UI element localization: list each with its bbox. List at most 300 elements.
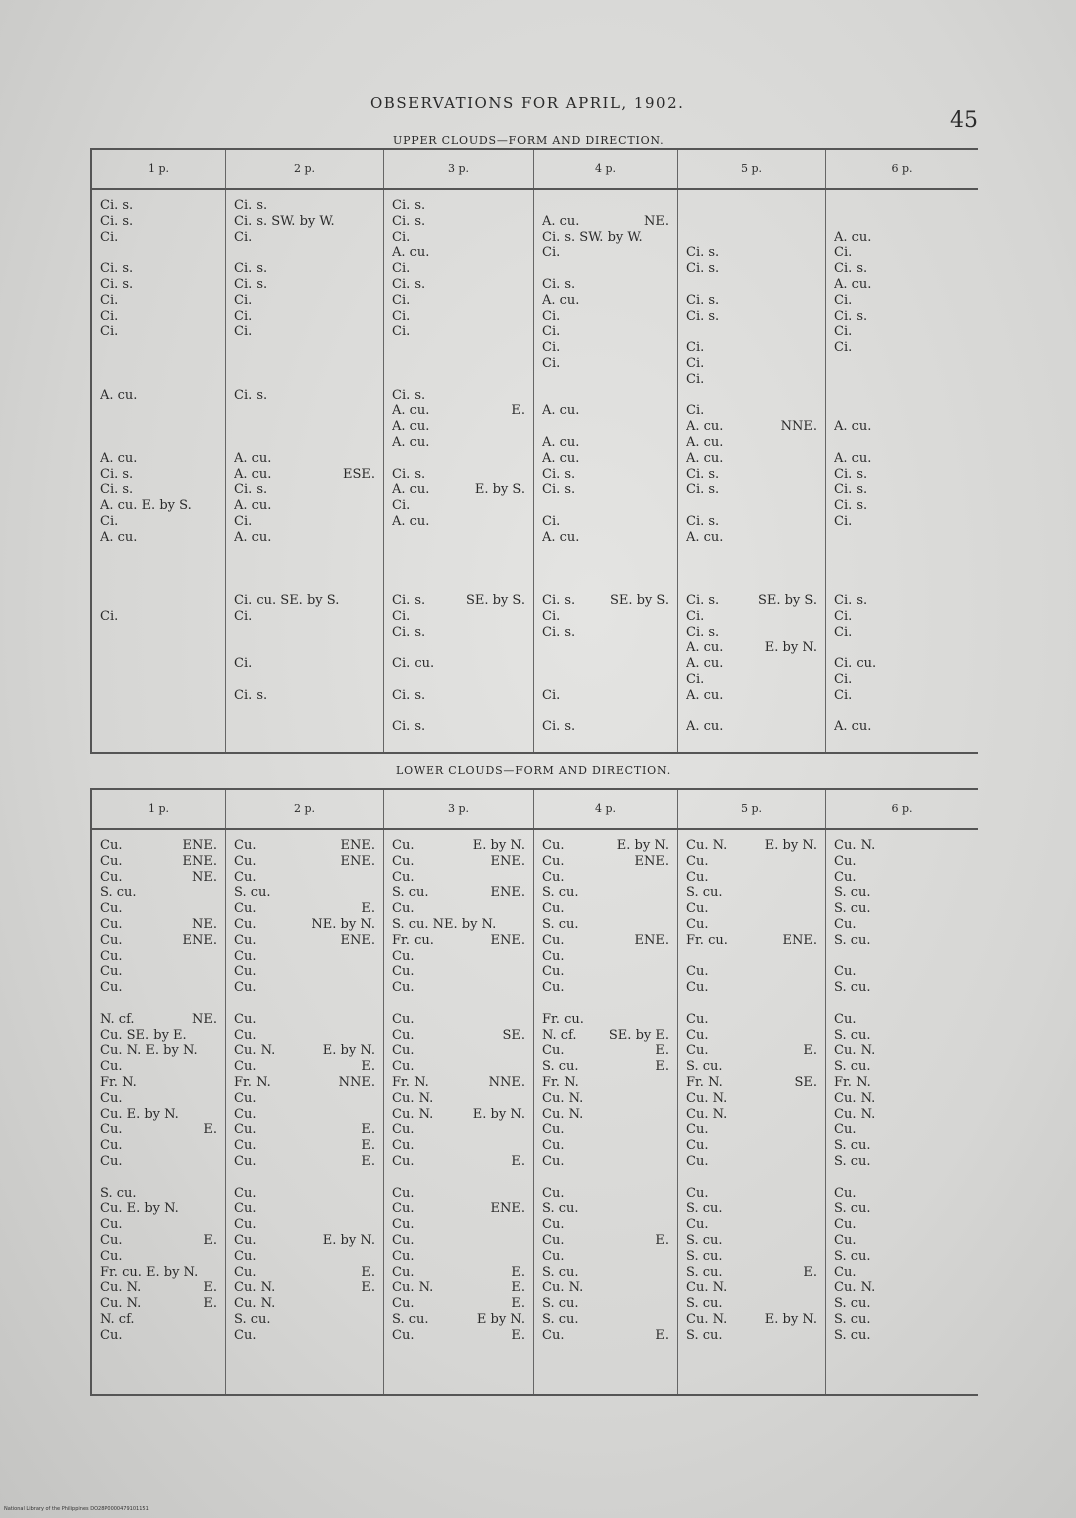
cloud-form: Cu. SE. by E.: [100, 1027, 187, 1043]
cloud-direction: [669, 1265, 671, 1281]
observation-line: [686, 704, 819, 720]
cloud-form: Ci. s.: [392, 276, 426, 292]
cloud-direction: [970, 356, 972, 372]
cloud-form: Ci. s.: [392, 198, 426, 213]
cloud-form: Cu.: [392, 948, 415, 964]
cloud-direction: [217, 467, 219, 483]
observation-line: [542, 1091, 671, 1107]
observation-line: [686, 1075, 819, 1091]
observation-line: [542, 1170, 671, 1186]
cloud-direction: E.: [361, 1264, 375, 1280]
lower-clouds-heading: LOWER CLOUDS—FORM AND DIRECTION.: [396, 764, 671, 777]
cloud-direction: ENE.: [340, 932, 375, 948]
cloud-form: Cu.: [100, 1217, 123, 1233]
cloud-form: Cu.: [100, 980, 123, 996]
observation-line: [234, 1217, 377, 1233]
observation-line: [542, 1280, 671, 1296]
cloud-form: Ci. s.: [392, 719, 426, 735]
observation-line: [234, 901, 377, 917]
cloud-direction: [669, 640, 671, 656]
cloud-direction: [970, 309, 972, 325]
cloud-direction: [970, 917, 972, 933]
cloud-form: Ci.: [100, 324, 119, 340]
cloud-direction: [970, 214, 972, 230]
observation-line: [234, 356, 377, 372]
cloud-form: S. cu.: [834, 1248, 871, 1264]
cloud-direction: E.: [203, 1232, 217, 1248]
cloud-form: Ci.: [542, 245, 561, 261]
observation-line: [100, 561, 219, 577]
observation-line: [542, 561, 671, 577]
cloud-direction: NNE.: [338, 1074, 375, 1090]
observation-line: [234, 230, 377, 246]
cloud-direction: E.: [361, 901, 375, 917]
cloud-form: Cu. N.: [686, 1090, 728, 1106]
observation-line: [234, 1043, 377, 1059]
observation-line: [834, 719, 972, 735]
cloud-form: S. cu.: [686, 1201, 723, 1217]
cloud-direction: [669, 688, 671, 704]
observation-line: [542, 1312, 671, 1328]
cloud-form: Cu.: [542, 869, 565, 885]
cloud-direction: [817, 577, 819, 593]
observation-line: [542, 996, 671, 1012]
cloud-direction: [817, 1154, 819, 1170]
cloud-form: Ci.: [234, 229, 253, 245]
cloud-direction: [375, 609, 377, 625]
observation-line: [834, 1028, 972, 1044]
observation-line: [234, 498, 377, 514]
cloud-direction: [217, 435, 219, 451]
cloud-direction: E by N.: [476, 1311, 525, 1327]
cloud-direction: [375, 1201, 377, 1217]
cloud-direction: [217, 1107, 219, 1123]
cloud-form: Cu.: [100, 1327, 123, 1343]
observation-line: [834, 672, 972, 688]
cloud-form: Cu.: [834, 1232, 857, 1248]
observation-line: [234, 593, 377, 609]
cloud-form: Fr. N.: [834, 1074, 871, 1090]
cloud-form: Ci.: [392, 229, 411, 245]
observation-line: [834, 1059, 972, 1075]
cloud-direction: [970, 482, 972, 498]
cloud-direction: [525, 996, 527, 1012]
observation-line: [392, 719, 527, 735]
cloud-direction: [817, 1122, 819, 1138]
observation-line: [686, 609, 819, 625]
cloud-form: Ci.: [100, 229, 119, 245]
observation-line: [100, 1186, 219, 1202]
cloud-direction: [217, 356, 219, 372]
cloud-direction: [375, 419, 377, 435]
cloud-direction: [375, 1186, 377, 1202]
observation-line: [234, 1107, 377, 1123]
cloud-form: Ci. cu. SE. by S.: [234, 592, 340, 608]
observation-line: [834, 214, 972, 230]
cloud-form: Ci. s.: [686, 292, 720, 308]
observation-line: [686, 530, 819, 546]
cloud-direction: ENE.: [634, 932, 669, 948]
observation-line: [686, 403, 819, 419]
observation-line: [100, 1233, 219, 1249]
observation-line: [834, 1107, 972, 1123]
observation-line: [100, 356, 219, 372]
observation-line: [392, 838, 527, 854]
cloud-direction: [669, 309, 671, 325]
cloud-direction: [970, 838, 972, 854]
cloud-form: Cu.: [392, 901, 415, 917]
observation-line: [542, 656, 671, 672]
cloud-direction: NE.: [192, 916, 217, 932]
cloud-direction: [817, 198, 819, 214]
cloud-direction: [525, 1122, 527, 1138]
observation-line: [392, 435, 527, 451]
cloud-form: Ci. cu.: [392, 656, 435, 672]
cloud-direction: [970, 1217, 972, 1233]
observation-line: [234, 1012, 377, 1028]
cloud-direction: [525, 1249, 527, 1265]
observation-line: [834, 949, 972, 965]
cloud-form: Cu.: [234, 869, 257, 885]
observation-line: [234, 1312, 377, 1328]
cloud-form: A. cu.: [686, 719, 724, 735]
cloud-form: Ci. s.: [542, 719, 576, 735]
cloud-direction: [525, 451, 527, 467]
observation-line: [834, 593, 972, 609]
cloud-direction: [817, 230, 819, 246]
observation-line: [686, 1265, 819, 1281]
cloud-form: Ci.: [100, 513, 119, 529]
cloud-direction: [525, 719, 527, 735]
observation-line: [686, 964, 819, 980]
cloud-form: Ci. s.: [686, 513, 720, 529]
cloud-form: Ci.: [542, 355, 561, 371]
cloud-form: S. cu.: [834, 1311, 871, 1327]
cloud-direction: [817, 530, 819, 546]
cloud-direction: [525, 388, 527, 404]
observation-line: [834, 230, 972, 246]
upper-header-cell: 6 p.: [891, 162, 913, 175]
cloud-form: Cu.: [542, 1185, 565, 1201]
observation-line: [834, 901, 972, 917]
cloud-form: Ci.: [834, 340, 853, 356]
observation-line: [100, 1249, 219, 1265]
observation-line: [686, 1091, 819, 1107]
observation-line: [686, 838, 819, 854]
observation-line: [392, 1059, 527, 1075]
observation-line: [100, 1312, 219, 1328]
cloud-direction: [669, 1280, 671, 1296]
observation-line: [542, 593, 671, 609]
cloud-direction: [525, 870, 527, 886]
observation-line: [100, 719, 219, 735]
cloud-direction: [525, 530, 527, 546]
cloud-form: S. cu.: [542, 1059, 579, 1075]
cloud-form: Ci. s. SW. by W.: [542, 229, 643, 245]
cloud-form: Ci. s.: [234, 261, 268, 277]
observation-line: [100, 1201, 219, 1217]
cloud-direction: [970, 514, 972, 530]
observation-line: [686, 1296, 819, 1312]
cloud-direction: [970, 1280, 972, 1296]
scan-footer: National Library of the Philippines DO28P0000479101151: [4, 1506, 149, 1512]
cloud-form: Ci.: [392, 608, 411, 624]
observation-line: [234, 435, 377, 451]
cloud-form: S. cu.: [834, 1327, 871, 1343]
observation-line: [686, 854, 819, 870]
observation-line: [392, 1122, 527, 1138]
cloud-form: Ci.: [100, 292, 119, 308]
observation-line: [542, 870, 671, 886]
observation-line: [542, 640, 671, 656]
cloud-direction: [525, 277, 527, 293]
cloud-direction: E. by N.: [764, 838, 817, 853]
cloud-form: Ci.: [686, 355, 705, 371]
observation-line: [686, 885, 819, 901]
observation-line: [834, 277, 972, 293]
upper-header-row: [92, 150, 978, 190]
cloud-form: Ci.: [542, 324, 561, 340]
observation-line: [392, 1043, 527, 1059]
cloud-form: Cu.: [234, 1106, 257, 1122]
cloud-direction: [525, 1217, 527, 1233]
observation-line: [686, 640, 819, 656]
cloud-form: A. cu.: [686, 529, 724, 545]
cloud-direction: [669, 561, 671, 577]
cloud-direction: [375, 324, 377, 340]
observation-line: [234, 672, 377, 688]
cloud-direction: [669, 277, 671, 293]
observation-line: [234, 885, 377, 901]
cloud-form: A. cu.: [542, 450, 580, 466]
cloud-form: Cu. N.: [100, 1296, 142, 1312]
observation-line: [686, 917, 819, 933]
cloud-direction: [375, 688, 377, 704]
cloud-direction: [817, 704, 819, 720]
cloud-direction: [669, 980, 671, 996]
observation-line: [542, 388, 671, 404]
observation-line: [834, 388, 972, 404]
cloud-form: Ci.: [100, 608, 119, 624]
cloud-direction: [217, 293, 219, 309]
observation-line: [100, 917, 219, 933]
observation-line: [542, 309, 671, 325]
cloud-form: A. cu.: [834, 419, 872, 435]
cloud-form: Ci.: [234, 608, 253, 624]
cloud-direction: [970, 1296, 972, 1312]
cloud-form: A. cu.: [542, 434, 580, 450]
cloud-form: Ci.: [542, 608, 561, 624]
observation-line: [234, 1075, 377, 1091]
cloud-form: S. cu.: [542, 1264, 579, 1280]
cloud-direction: [817, 672, 819, 688]
cloud-direction: [217, 949, 219, 965]
cloud-form: Cu. N.: [542, 1280, 584, 1296]
cloud-form: A. cu.: [542, 213, 580, 229]
cloud-form: Cu.: [392, 980, 415, 996]
observation-line: [234, 293, 377, 309]
cloud-direction: [375, 719, 377, 735]
cloud-form: Cu.: [834, 964, 857, 980]
observation-line: [234, 949, 377, 965]
cloud-direction: [375, 672, 377, 688]
page-number: 45: [950, 108, 978, 133]
observation-line: [834, 514, 972, 530]
observation-line: [542, 1249, 671, 1265]
observation-line: [542, 933, 671, 949]
cloud-direction: [375, 964, 377, 980]
cloud-direction: [970, 1012, 972, 1028]
cloud-direction: [817, 870, 819, 886]
observation-line: [542, 293, 671, 309]
cloud-direction: SE. by S.: [465, 592, 525, 608]
observation-line: [686, 1233, 819, 1249]
cloud-form: A. cu.: [834, 229, 872, 245]
cloud-direction: [375, 1012, 377, 1028]
observation-line: [834, 435, 972, 451]
cloud-direction: [525, 214, 527, 230]
cloud-form: Ci. s.: [234, 687, 268, 703]
upper-clouds-heading: UPPER CLOUDS—FORM AND DIRECTION.: [393, 134, 665, 147]
cloud-form: Cu.: [234, 1027, 257, 1043]
observation-line: [100, 230, 219, 246]
cloud-form: S. cu.: [100, 885, 137, 901]
observation-line: [234, 372, 377, 388]
observation-line: [834, 704, 972, 720]
cloud-direction: [817, 901, 819, 917]
lower-clouds-table: [90, 788, 978, 1396]
cloud-form: A. cu.: [834, 719, 872, 735]
observation-line: [100, 1012, 219, 1028]
cloud-direction: SE. by E.: [608, 1027, 669, 1043]
observation-line: [834, 1122, 972, 1138]
cloud-direction: E.: [361, 1122, 375, 1138]
cloud-direction: [970, 1233, 972, 1249]
observation-line: [234, 917, 377, 933]
cloud-form: Ci. s.: [100, 276, 134, 292]
observation-line: [686, 688, 819, 704]
cloud-direction: [217, 609, 219, 625]
cloud-form: A. cu.: [834, 450, 872, 466]
cloud-direction: NNE.: [488, 1074, 525, 1090]
cloud-form: Cu.: [234, 1185, 257, 1201]
observation-line: [234, 245, 377, 261]
observation-line: [234, 1265, 377, 1281]
cloud-direction: [217, 1265, 219, 1281]
cloud-direction: [817, 1186, 819, 1202]
cloud-form: Cu.: [234, 916, 257, 932]
cloud-direction: [817, 1280, 819, 1296]
lower-column: [384, 830, 534, 1394]
cloud-direction: [525, 1186, 527, 1202]
observation-line: [392, 996, 527, 1012]
cloud-direction: [669, 1107, 671, 1123]
cloud-direction: [970, 656, 972, 672]
observation-line: [686, 561, 819, 577]
cloud-form: Ci.: [234, 656, 253, 672]
cloud-form: Cu. N. E. by N.: [100, 1043, 198, 1059]
observation-line: [100, 214, 219, 230]
cloud-form: Fr. cu.: [542, 1011, 584, 1027]
observation-line: [542, 261, 671, 277]
cloud-form: S. cu.: [686, 1296, 723, 1312]
cloud-direction: ENE.: [490, 853, 525, 869]
observation-line: [542, 1265, 671, 1281]
cloud-direction: [525, 1043, 527, 1059]
cloud-direction: E.: [361, 1280, 375, 1296]
cloud-form: Cu.: [686, 964, 709, 980]
cloud-form: Cu.: [542, 1138, 565, 1154]
cloud-direction: [375, 261, 377, 277]
cloud-form: Cu. N.: [234, 1296, 276, 1312]
cloud-direction: E.: [203, 1280, 217, 1296]
cloud-direction: [217, 1312, 219, 1328]
observation-line: [392, 1233, 527, 1249]
cloud-direction: [525, 419, 527, 435]
cloud-direction: [375, 245, 377, 261]
cloud-form: A. cu.: [542, 403, 580, 419]
cloud-direction: [669, 1312, 671, 1328]
cloud-direction: [525, 340, 527, 356]
cloud-form: Cu.: [234, 838, 257, 853]
cloud-direction: NNE.: [780, 419, 817, 435]
cloud-form: Cu.: [100, 964, 123, 980]
cloud-form: Ci.: [234, 292, 253, 308]
cloud-direction: E.: [511, 1264, 525, 1280]
observation-line: [542, 1043, 671, 1059]
observation-line: [542, 356, 671, 372]
cloud-direction: [970, 704, 972, 720]
cloud-direction: [669, 1122, 671, 1138]
cloud-form: Cu.: [234, 964, 257, 980]
cloud-form: Cu.: [686, 1217, 709, 1233]
cloud-direction: [970, 577, 972, 593]
lower-column: [678, 830, 826, 1394]
observation-line: [542, 719, 671, 735]
cloud-form: Fr. N.: [234, 1074, 271, 1090]
observation-line: [234, 1059, 377, 1075]
cloud-form: Cu.: [234, 1059, 257, 1075]
cloud-direction: [970, 609, 972, 625]
cloud-direction: [375, 546, 377, 562]
cloud-direction: [970, 340, 972, 356]
cloud-form: Ci. s.: [234, 482, 268, 498]
cloud-direction: [970, 719, 972, 735]
cloud-direction: [817, 885, 819, 901]
cloud-form: Fr. cu. E. by N.: [100, 1264, 199, 1280]
cloud-form: Cu.: [542, 1122, 565, 1138]
cloud-direction: [217, 324, 219, 340]
observation-line: [392, 1265, 527, 1281]
lower-header-cell: 2 p.: [226, 790, 384, 828]
observation-line: [542, 1217, 671, 1233]
observation-line: [542, 514, 671, 530]
cloud-direction: [525, 467, 527, 483]
observation-line: [100, 1122, 219, 1138]
cloud-form: Ci. s.: [100, 198, 134, 213]
observation-line: [834, 996, 972, 1012]
cloud-direction: [970, 435, 972, 451]
observation-line: [542, 245, 671, 261]
cloud-form: Cu.: [542, 932, 565, 948]
observation-line: [834, 640, 972, 656]
observation-line: [686, 1312, 819, 1328]
cloud-direction: [525, 356, 527, 372]
observation-line: [100, 593, 219, 609]
cloud-form: Ci. s.: [100, 213, 134, 229]
cloud-direction: [669, 356, 671, 372]
observation-line: [100, 838, 219, 854]
